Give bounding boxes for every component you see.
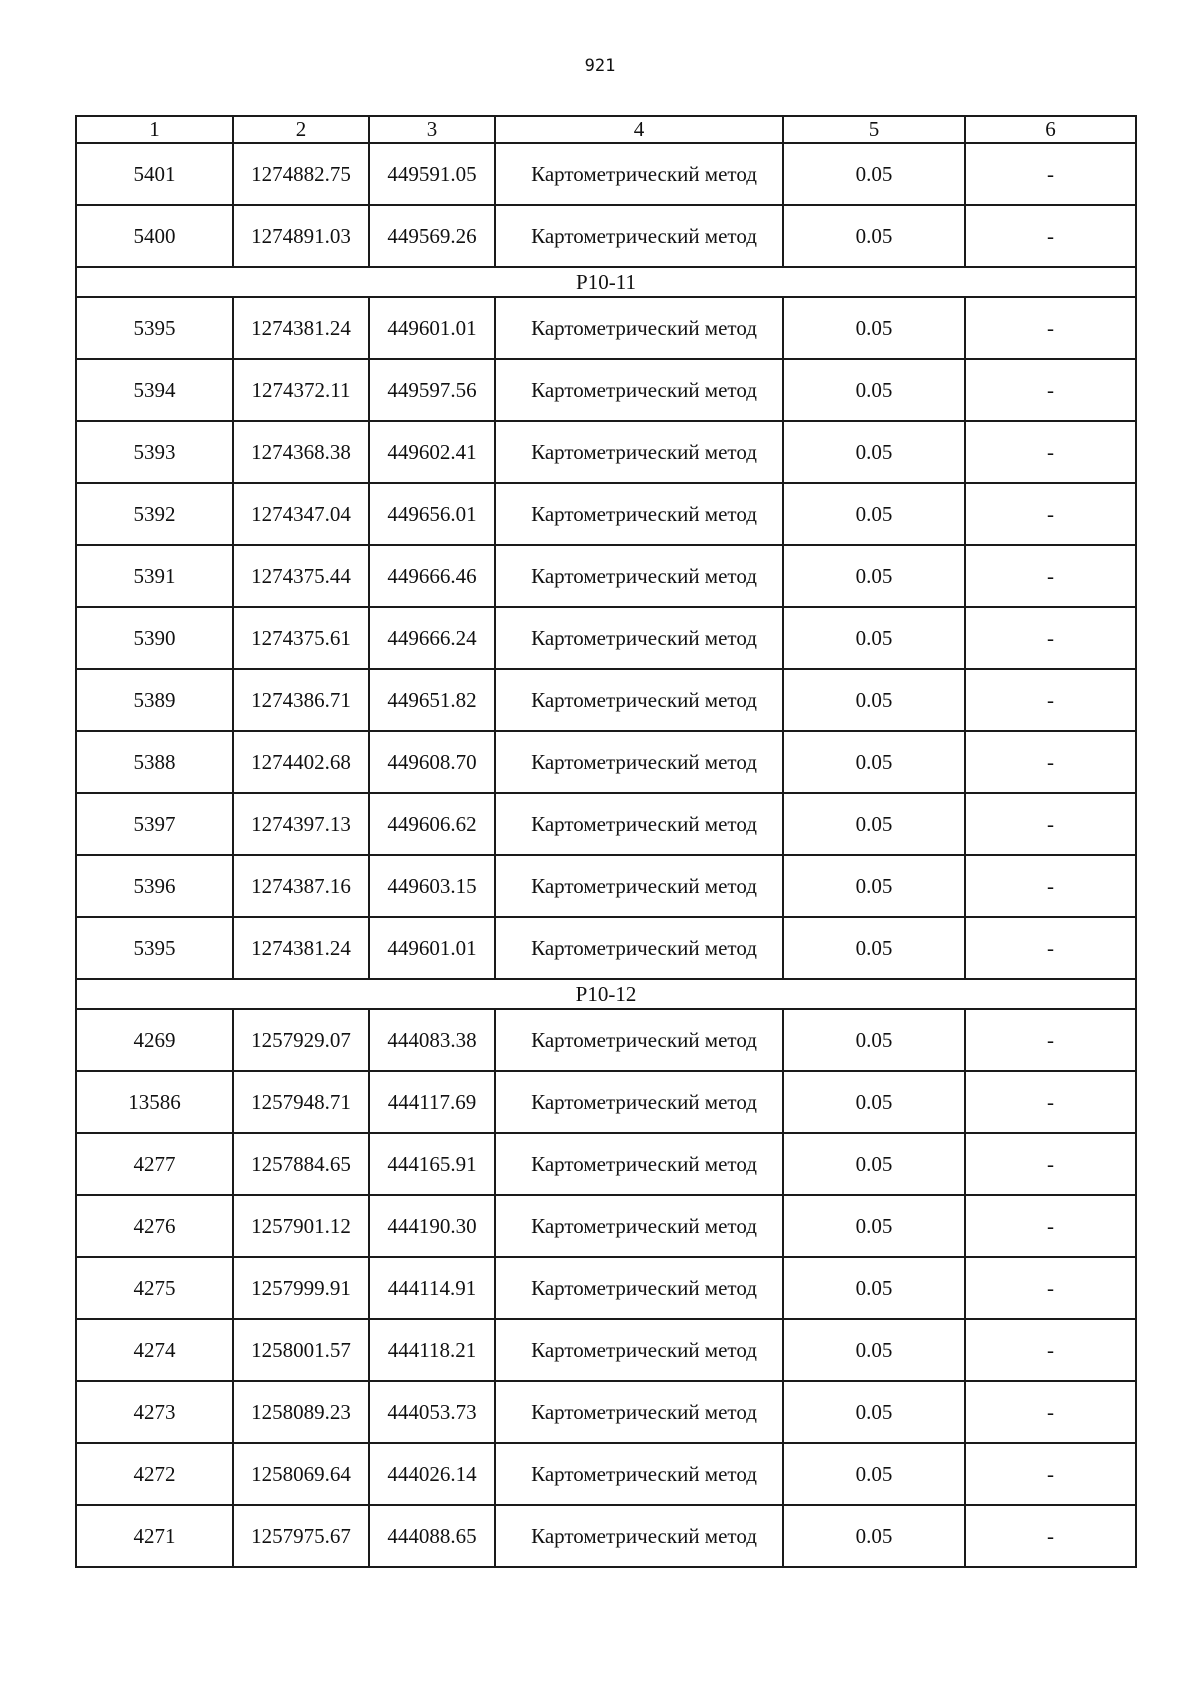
table-cell: Картометрический метод xyxy=(495,421,783,483)
table-cell: - xyxy=(965,793,1136,855)
table-cell: 0.05 xyxy=(783,731,965,793)
table-cell: 1274381.24 xyxy=(233,917,369,979)
table-cell: Картометрический метод xyxy=(495,1443,783,1505)
table-cell: 1258001.57 xyxy=(233,1319,369,1381)
table-cell: 0.05 xyxy=(783,483,965,545)
table-cell: 0.05 xyxy=(783,1443,965,1505)
table-cell: 1257948.71 xyxy=(233,1071,369,1133)
table-cell: 5395 xyxy=(76,917,233,979)
table-cell: 449569.26 xyxy=(369,205,495,267)
table-cell: 449656.01 xyxy=(369,483,495,545)
table-cell: 5392 xyxy=(76,483,233,545)
table-cell: 449606.62 xyxy=(369,793,495,855)
table-cell: 449597.56 xyxy=(369,359,495,421)
table-row xyxy=(76,1071,1136,1133)
table-cell: - xyxy=(965,421,1136,483)
table-cell: Картометрический метод xyxy=(495,1009,783,1071)
table-row xyxy=(76,483,1136,545)
table-cell: 444118.21 xyxy=(369,1319,495,1381)
table-cell: Картометрический метод xyxy=(495,1133,783,1195)
table-cell: 5400 xyxy=(76,205,233,267)
table-cell: 0.05 xyxy=(783,1257,965,1319)
table-row xyxy=(76,1195,1136,1257)
column-header: 1 xyxy=(76,116,233,143)
table-cell: Картометрический метод xyxy=(495,483,783,545)
table-cell: 1274387.16 xyxy=(233,855,369,917)
table-cell: 5393 xyxy=(76,421,233,483)
table-row xyxy=(76,545,1136,607)
table-cell: - xyxy=(965,143,1136,205)
table-cell: 449602.41 xyxy=(369,421,495,483)
table-cell: 1274372.11 xyxy=(233,359,369,421)
table-cell: - xyxy=(965,1071,1136,1133)
table-cell: 0.05 xyxy=(783,855,965,917)
table-cell: - xyxy=(965,545,1136,607)
table-cell: 0.05 xyxy=(783,1071,965,1133)
table-cell: 444026.14 xyxy=(369,1443,495,1505)
table-cell: Картометрический метод xyxy=(495,793,783,855)
table-cell: 1274402.68 xyxy=(233,731,369,793)
table-cell: 4275 xyxy=(76,1257,233,1319)
section-title: Р10-11 xyxy=(76,267,1136,297)
table-cell: 449666.24 xyxy=(369,607,495,669)
table-cell: Картометрический метод xyxy=(495,669,783,731)
section-header-row xyxy=(76,267,1136,297)
table-cell: 1258069.64 xyxy=(233,1443,369,1505)
table-cell: - xyxy=(965,359,1136,421)
table-cell: - xyxy=(965,669,1136,731)
table-cell: 444190.30 xyxy=(369,1195,495,1257)
table-cell: 0.05 xyxy=(783,1009,965,1071)
table-row xyxy=(76,1381,1136,1443)
table-cell: 4274 xyxy=(76,1319,233,1381)
table-cell: 1258089.23 xyxy=(233,1381,369,1443)
table-cell: 4271 xyxy=(76,1505,233,1567)
table-cell: 5389 xyxy=(76,669,233,731)
table-row xyxy=(76,359,1136,421)
table-cell: - xyxy=(965,483,1136,545)
table-cell: 1274882.75 xyxy=(233,143,369,205)
column-header: 3 xyxy=(369,116,495,143)
table-cell: - xyxy=(965,917,1136,979)
table-cell: - xyxy=(965,1195,1136,1257)
table-cell: 1274375.44 xyxy=(233,545,369,607)
column-header: 2 xyxy=(233,116,369,143)
table-cell: Картометрический метод xyxy=(495,731,783,793)
table-cell: - xyxy=(965,297,1136,359)
table-row xyxy=(76,917,1136,979)
table-cell: 449601.01 xyxy=(369,297,495,359)
table-cell: - xyxy=(965,205,1136,267)
table-cell: 4269 xyxy=(76,1009,233,1071)
table-cell: 444117.69 xyxy=(369,1071,495,1133)
table-cell: 1274375.61 xyxy=(233,607,369,669)
table-cell: - xyxy=(965,1257,1136,1319)
table-cell: 0.05 xyxy=(783,1319,965,1381)
column-header: 4 xyxy=(495,116,783,143)
table-cell: 0.05 xyxy=(783,1505,965,1567)
table-cell: Картометрический метод xyxy=(495,1257,783,1319)
table-cell: Картометрический метод xyxy=(495,545,783,607)
column-header-row xyxy=(76,116,1136,143)
table-cell: 5394 xyxy=(76,359,233,421)
table-row xyxy=(76,1319,1136,1381)
table-row xyxy=(76,205,1136,267)
table-cell: Картометрический метод xyxy=(495,297,783,359)
table-cell: - xyxy=(965,1443,1136,1505)
table-cell: - xyxy=(965,607,1136,669)
section-title: Р10-12 xyxy=(76,979,1136,1009)
table-cell: 5391 xyxy=(76,545,233,607)
table-cell: - xyxy=(965,1381,1136,1443)
table-cell: - xyxy=(965,1133,1136,1195)
table-cell: 1274347.04 xyxy=(233,483,369,545)
table-cell: 5390 xyxy=(76,607,233,669)
table-cell: 0.05 xyxy=(783,607,965,669)
table-cell: 449601.01 xyxy=(369,917,495,979)
table-cell: 5396 xyxy=(76,855,233,917)
table-cell: Картометрический метод xyxy=(495,917,783,979)
table-cell: 5388 xyxy=(76,731,233,793)
table-cell: 449666.46 xyxy=(369,545,495,607)
table-row xyxy=(76,297,1136,359)
table-row xyxy=(76,731,1136,793)
table-cell: 1274381.24 xyxy=(233,297,369,359)
table-row xyxy=(76,855,1136,917)
table-cell: 0.05 xyxy=(783,669,965,731)
table-cell: - xyxy=(965,1505,1136,1567)
table-cell: 1274386.71 xyxy=(233,669,369,731)
table-cell: 1257975.67 xyxy=(233,1505,369,1567)
table-cell: 0.05 xyxy=(783,1133,965,1195)
table-cell: Картометрический метод xyxy=(495,607,783,669)
table-cell: 0.05 xyxy=(783,917,965,979)
table-row xyxy=(76,1505,1136,1567)
table-cell: 0.05 xyxy=(783,793,965,855)
table-cell: 0.05 xyxy=(783,297,965,359)
table-row xyxy=(76,1443,1136,1505)
table-cell: 1274397.13 xyxy=(233,793,369,855)
table-cell: Картометрический метод xyxy=(495,1381,783,1443)
table-cell: 449651.82 xyxy=(369,669,495,731)
table-cell: Картометрический метод xyxy=(495,1505,783,1567)
table-row xyxy=(76,1009,1136,1071)
table-row xyxy=(76,793,1136,855)
section-header-row xyxy=(76,979,1136,1009)
table-cell: Картометрический метод xyxy=(495,205,783,267)
table-row xyxy=(76,1257,1136,1319)
table-cell: 0.05 xyxy=(783,1381,965,1443)
table-cell: Картометрический метод xyxy=(495,1195,783,1257)
table-cell: 444088.65 xyxy=(369,1505,495,1567)
table-cell: 444083.38 xyxy=(369,1009,495,1071)
table-cell: 0.05 xyxy=(783,1195,965,1257)
table-cell: 449591.05 xyxy=(369,143,495,205)
table-row xyxy=(76,669,1136,731)
table-cell: 444165.91 xyxy=(369,1133,495,1195)
table-body xyxy=(76,116,1136,1567)
table-row xyxy=(76,607,1136,669)
table-cell: 444114.91 xyxy=(369,1257,495,1319)
table-cell: 1257884.65 xyxy=(233,1133,369,1195)
table-cell: Картометрический метод xyxy=(495,855,783,917)
table-cell: 449603.15 xyxy=(369,855,495,917)
table-cell: 1274368.38 xyxy=(233,421,369,483)
table-cell: 0.05 xyxy=(783,545,965,607)
table-cell: 5401 xyxy=(76,143,233,205)
table-cell: 13586 xyxy=(76,1071,233,1133)
table-row xyxy=(76,421,1136,483)
table-cell: 449608.70 xyxy=(369,731,495,793)
table-cell: 4277 xyxy=(76,1133,233,1195)
table-cell: 0.05 xyxy=(783,205,965,267)
table-cell: 444053.73 xyxy=(369,1381,495,1443)
table-cell: 0.05 xyxy=(783,421,965,483)
table-cell: - xyxy=(965,1009,1136,1071)
table-cell: Картометрический метод xyxy=(495,143,783,205)
table-cell: Картометрический метод xyxy=(495,359,783,421)
table-cell: 4273 xyxy=(76,1381,233,1443)
table-cell: 1274891.03 xyxy=(233,205,369,267)
table-cell: 5395 xyxy=(76,297,233,359)
coordinates-table xyxy=(75,115,1137,1568)
table-cell: 0.05 xyxy=(783,359,965,421)
column-header: 6 xyxy=(965,116,1136,143)
table-cell: 0.05 xyxy=(783,143,965,205)
table-cell: 4276 xyxy=(76,1195,233,1257)
table-cell: Картометрический метод xyxy=(495,1319,783,1381)
table-cell: 1257901.12 xyxy=(233,1195,369,1257)
table-cell: 1257929.07 xyxy=(233,1009,369,1071)
page-number: 921 xyxy=(584,56,616,76)
table-cell: 4272 xyxy=(76,1443,233,1505)
table-cell: Картометрический метод xyxy=(495,1071,783,1133)
table-row xyxy=(76,1133,1136,1195)
table-cell: - xyxy=(965,1319,1136,1381)
column-header: 5 xyxy=(783,116,965,143)
table-cell: 1257999.91 xyxy=(233,1257,369,1319)
table-cell: - xyxy=(965,855,1136,917)
table-row xyxy=(76,143,1136,205)
table-cell: 5397 xyxy=(76,793,233,855)
table-cell: - xyxy=(965,731,1136,793)
